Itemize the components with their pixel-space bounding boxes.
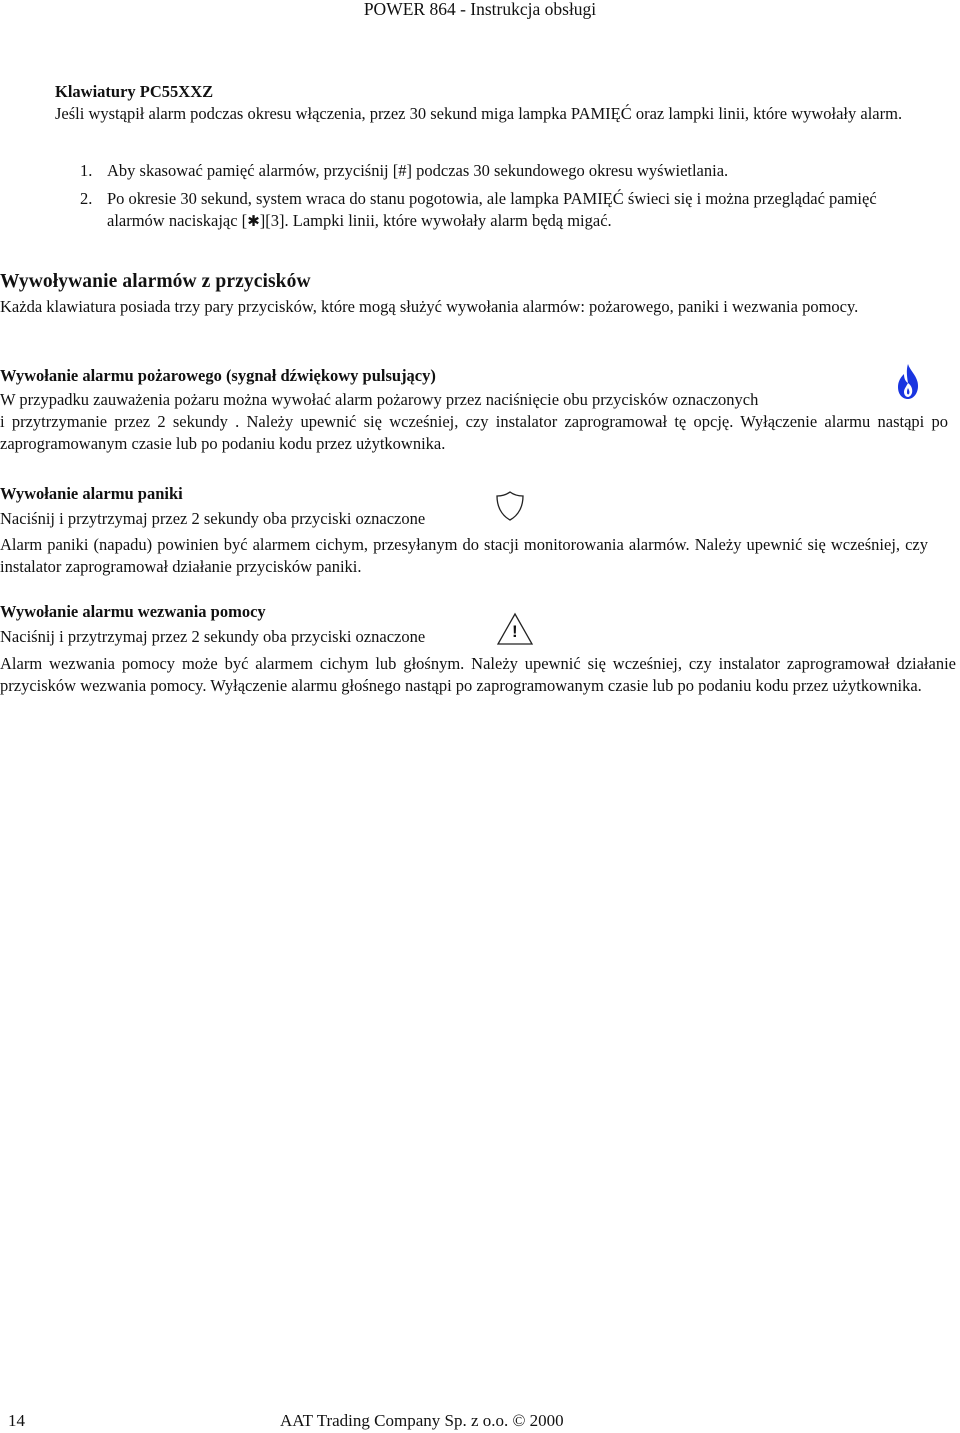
section-heading: Wywoływanie alarmów z przycisków bbox=[0, 271, 311, 292]
warning-triangle-icon bbox=[496, 612, 534, 652]
fire-heading: Wywołanie alarmu pożarowego (sygnał dźwiękowy pulsujący) bbox=[0, 366, 436, 385]
aux-press: Naciśnij i przytrzymaj przez 2 sekundy oba przyciski oznaczone bbox=[0, 627, 426, 646]
list-number: 2. bbox=[80, 189, 93, 208]
page-header: POWER 864 - Instrukcja obsługi bbox=[363, 0, 597, 19]
keypads-heading: Klawiatury PC55XXZ bbox=[55, 82, 214, 101]
list-item bbox=[0, 160, 960, 182]
list-text: Aby skasować pamięć alarmów, przyciśnij [#] podczas 30 sekundowego okresu wyświetlania. bbox=[107, 161, 729, 180]
section-intro: Każda klawiatura posiada trzy pary przycisków, które mogą służyć wywołania alarmów: pożarowego, paniki i wezwania pomocy. bbox=[0, 297, 859, 316]
flame-icon bbox=[896, 364, 920, 406]
star-key-icon: ✱ bbox=[247, 212, 260, 230]
panic-body: Alarm paniki (napadu) powinien być alarmem cichym, przesyłanym do stacji monitorowania alarmów. Należy upewnić się wcześniej, czy instalator zaprogramował działanie przycisków paniki. bbox=[0, 535, 928, 576]
footer-company: AAT Trading Company Sp. z o.o. © 2000 bbox=[280, 1411, 564, 1430]
keypads-list bbox=[0, 160, 960, 232]
list-item bbox=[0, 188, 960, 232]
fire-line1: W przypadku zauważenia pożaru można wywołać alarm pożarowy przez naciśnięcie obu przycisków oznaczonych bbox=[0, 390, 759, 409]
list-text-part: Po okresie 30 sekund, system wraca do stanu pogotowia, ale lampka PAMIĘĆ świeci się i można przeglądać pamięć alarmów naciskając [ bbox=[107, 189, 877, 230]
shield-icon bbox=[494, 490, 526, 528]
list-text bbox=[107, 188, 937, 232]
aux-heading: Wywołanie alarmu wezwania pomocy bbox=[0, 602, 266, 621]
aux-body: Alarm wezwania pomocy może być alarmem cichym lub głośnym. Należy upewnić się wcześniej, czy instalator zaprogramował działanie przycisków wezwania pomocy. Wyłączenie alarmu głośnego nastąpi po zaprogramowanym czasie lub po podaniu kodu przez użytkownika. bbox=[0, 654, 956, 695]
page-number: 14 bbox=[8, 1411, 25, 1430]
fire-line2: i przytrzymanie przez 2 sekundy . Należy upewnić się wcześniej, czy instalator zaprogramował tę opcję. Wyłączenie alarmu nastąpi po zaprogramowanym czasie lub po podaniu kodu przez użytkownika. bbox=[0, 412, 948, 453]
list-number: 1. bbox=[80, 161, 93, 180]
warning-glyph: ! bbox=[512, 622, 518, 641]
panic-heading: Wywołanie alarmu paniki bbox=[0, 484, 183, 503]
panic-press: Naciśnij i przytrzymaj przez 2 sekundy oba przyciski oznaczone bbox=[0, 509, 426, 528]
keypads-intro: Jeśli wystąpił alarm podczas okresu włączenia, przez 30 sekund miga lampka PAMIĘĆ oraz lampki linii, które wywołały alarm. bbox=[55, 104, 903, 123]
list-text-part: ][3]. Lampki linii, które wywołały alarm będą migać. bbox=[259, 211, 612, 230]
